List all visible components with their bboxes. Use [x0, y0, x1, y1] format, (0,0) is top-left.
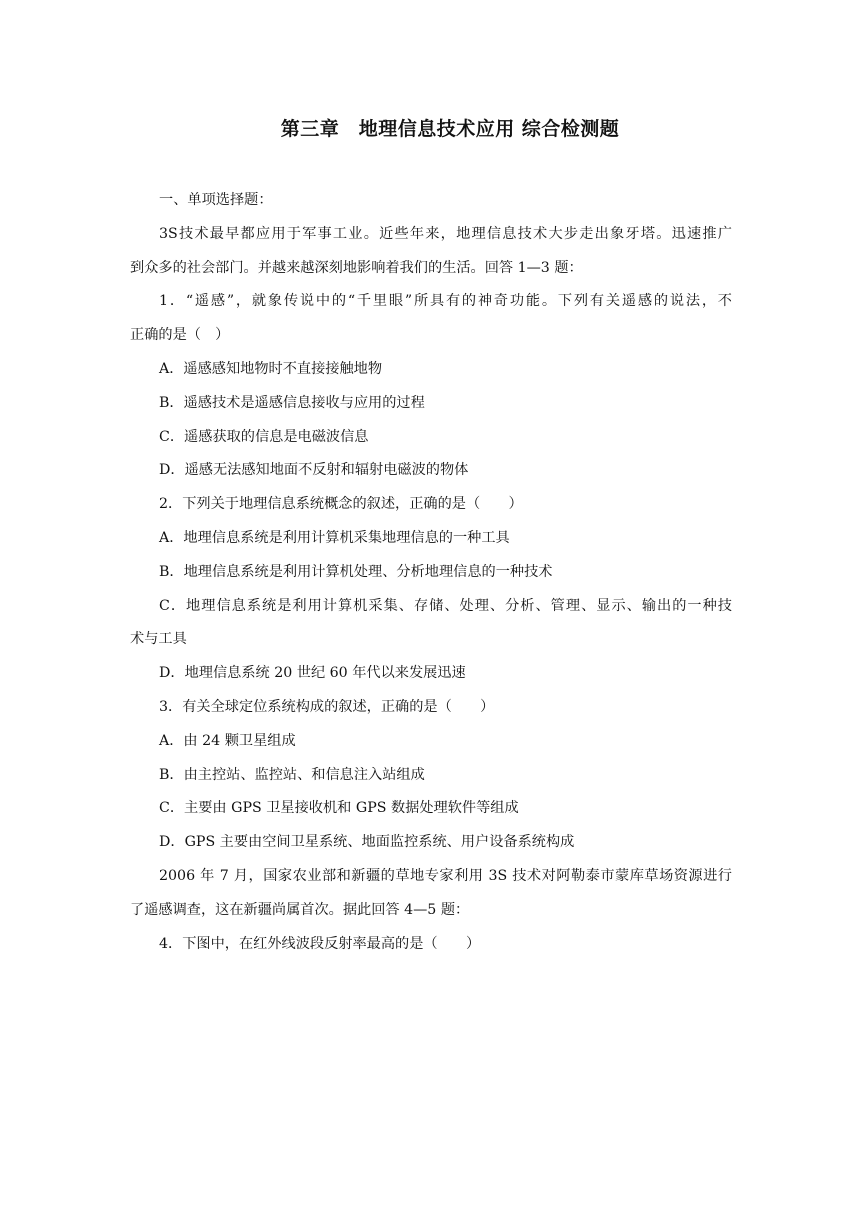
document-title: 第三章 地理信息技术应用 综合检测题: [280, 118, 620, 140]
document-body: [130, 184, 732, 961]
question-2-option-b: B．地理信息系统是利用计算机处理、分析地理信息的一种技术: [159, 563, 553, 580]
question-3-option-b: B．由主控站、监控站、和信息注入站组成: [159, 766, 425, 783]
question-2-option-d: D．地理信息系统 20 世纪 60 年代以来发展迅速: [159, 665, 466, 682]
question-1-stem-line-1: 1．“遥感”，就象传说中的“千里眼”所具有的神奇功能。下列有关遥感的说法，不: [159, 293, 732, 310]
question-4-stem: 4．下图中，在红外线波段反射率最高的是（ ）: [159, 935, 481, 952]
question-3-stem: 3．有关全球定位系统构成的叙述，正确的是（ ）: [159, 698, 495, 715]
question-1-stem-line-2: 正确的是（ ）: [130, 327, 230, 344]
passage-2-line-2: 了遥感调查，这在新疆尚属首次。据此回答 4—5 题：: [130, 901, 470, 918]
question-2-option-a: A．地理信息系统是利用计算机采集地理信息的一种工具: [159, 529, 510, 546]
question-1-option-a: A．遥感感知地物时不直接接触地物: [159, 360, 383, 377]
passage-1-line-2: 到众多的社会部门。并越来越深刻地影响着我们的生活。回答 1—3 题：: [130, 259, 583, 276]
question-1-option-b: B．遥感技术是遥感信息接收与应用的过程: [159, 394, 425, 411]
question-3-option-a: A．由 24 颗卫星组成: [159, 732, 296, 749]
passage-1-line-1: 3S技术最早都应用于军事工业。近些年来，地理信息技术大步走出象牙塔。迅速推广: [159, 225, 732, 242]
question-1-option-d: D．遥感无法感知地面不反射和辐射电磁波的物体: [159, 462, 469, 479]
question-1-option-c: C．遥感获取的信息是电磁波信息: [159, 428, 369, 445]
passage-2-line-1: 2006 年 7 月，国家农业部和新疆的草地专家利用 3S 技术对阿勒泰市蒙库草场资源进行: [159, 867, 732, 884]
section-heading: 一、单项选择题：: [159, 192, 273, 208]
question-2-stem: 2．下列关于地理信息系统概念的叙述，正确的是（ ）: [159, 496, 523, 513]
question-2-option-c-line-2: 术与工具: [130, 631, 187, 648]
question-3-option-c: C．主要由 GPS 卫星接收机和 GPS 数据处理软件等组成: [159, 800, 519, 817]
question-3-option-d: D．GPS 主要由空间卫星系统、地面监控系统、用户设备系统构成: [159, 834, 575, 851]
question-2-option-c-line-1: C．地理信息系统是利用计算机采集、存储、处理、分析、管理、显示、输出的一种技: [159, 597, 732, 614]
